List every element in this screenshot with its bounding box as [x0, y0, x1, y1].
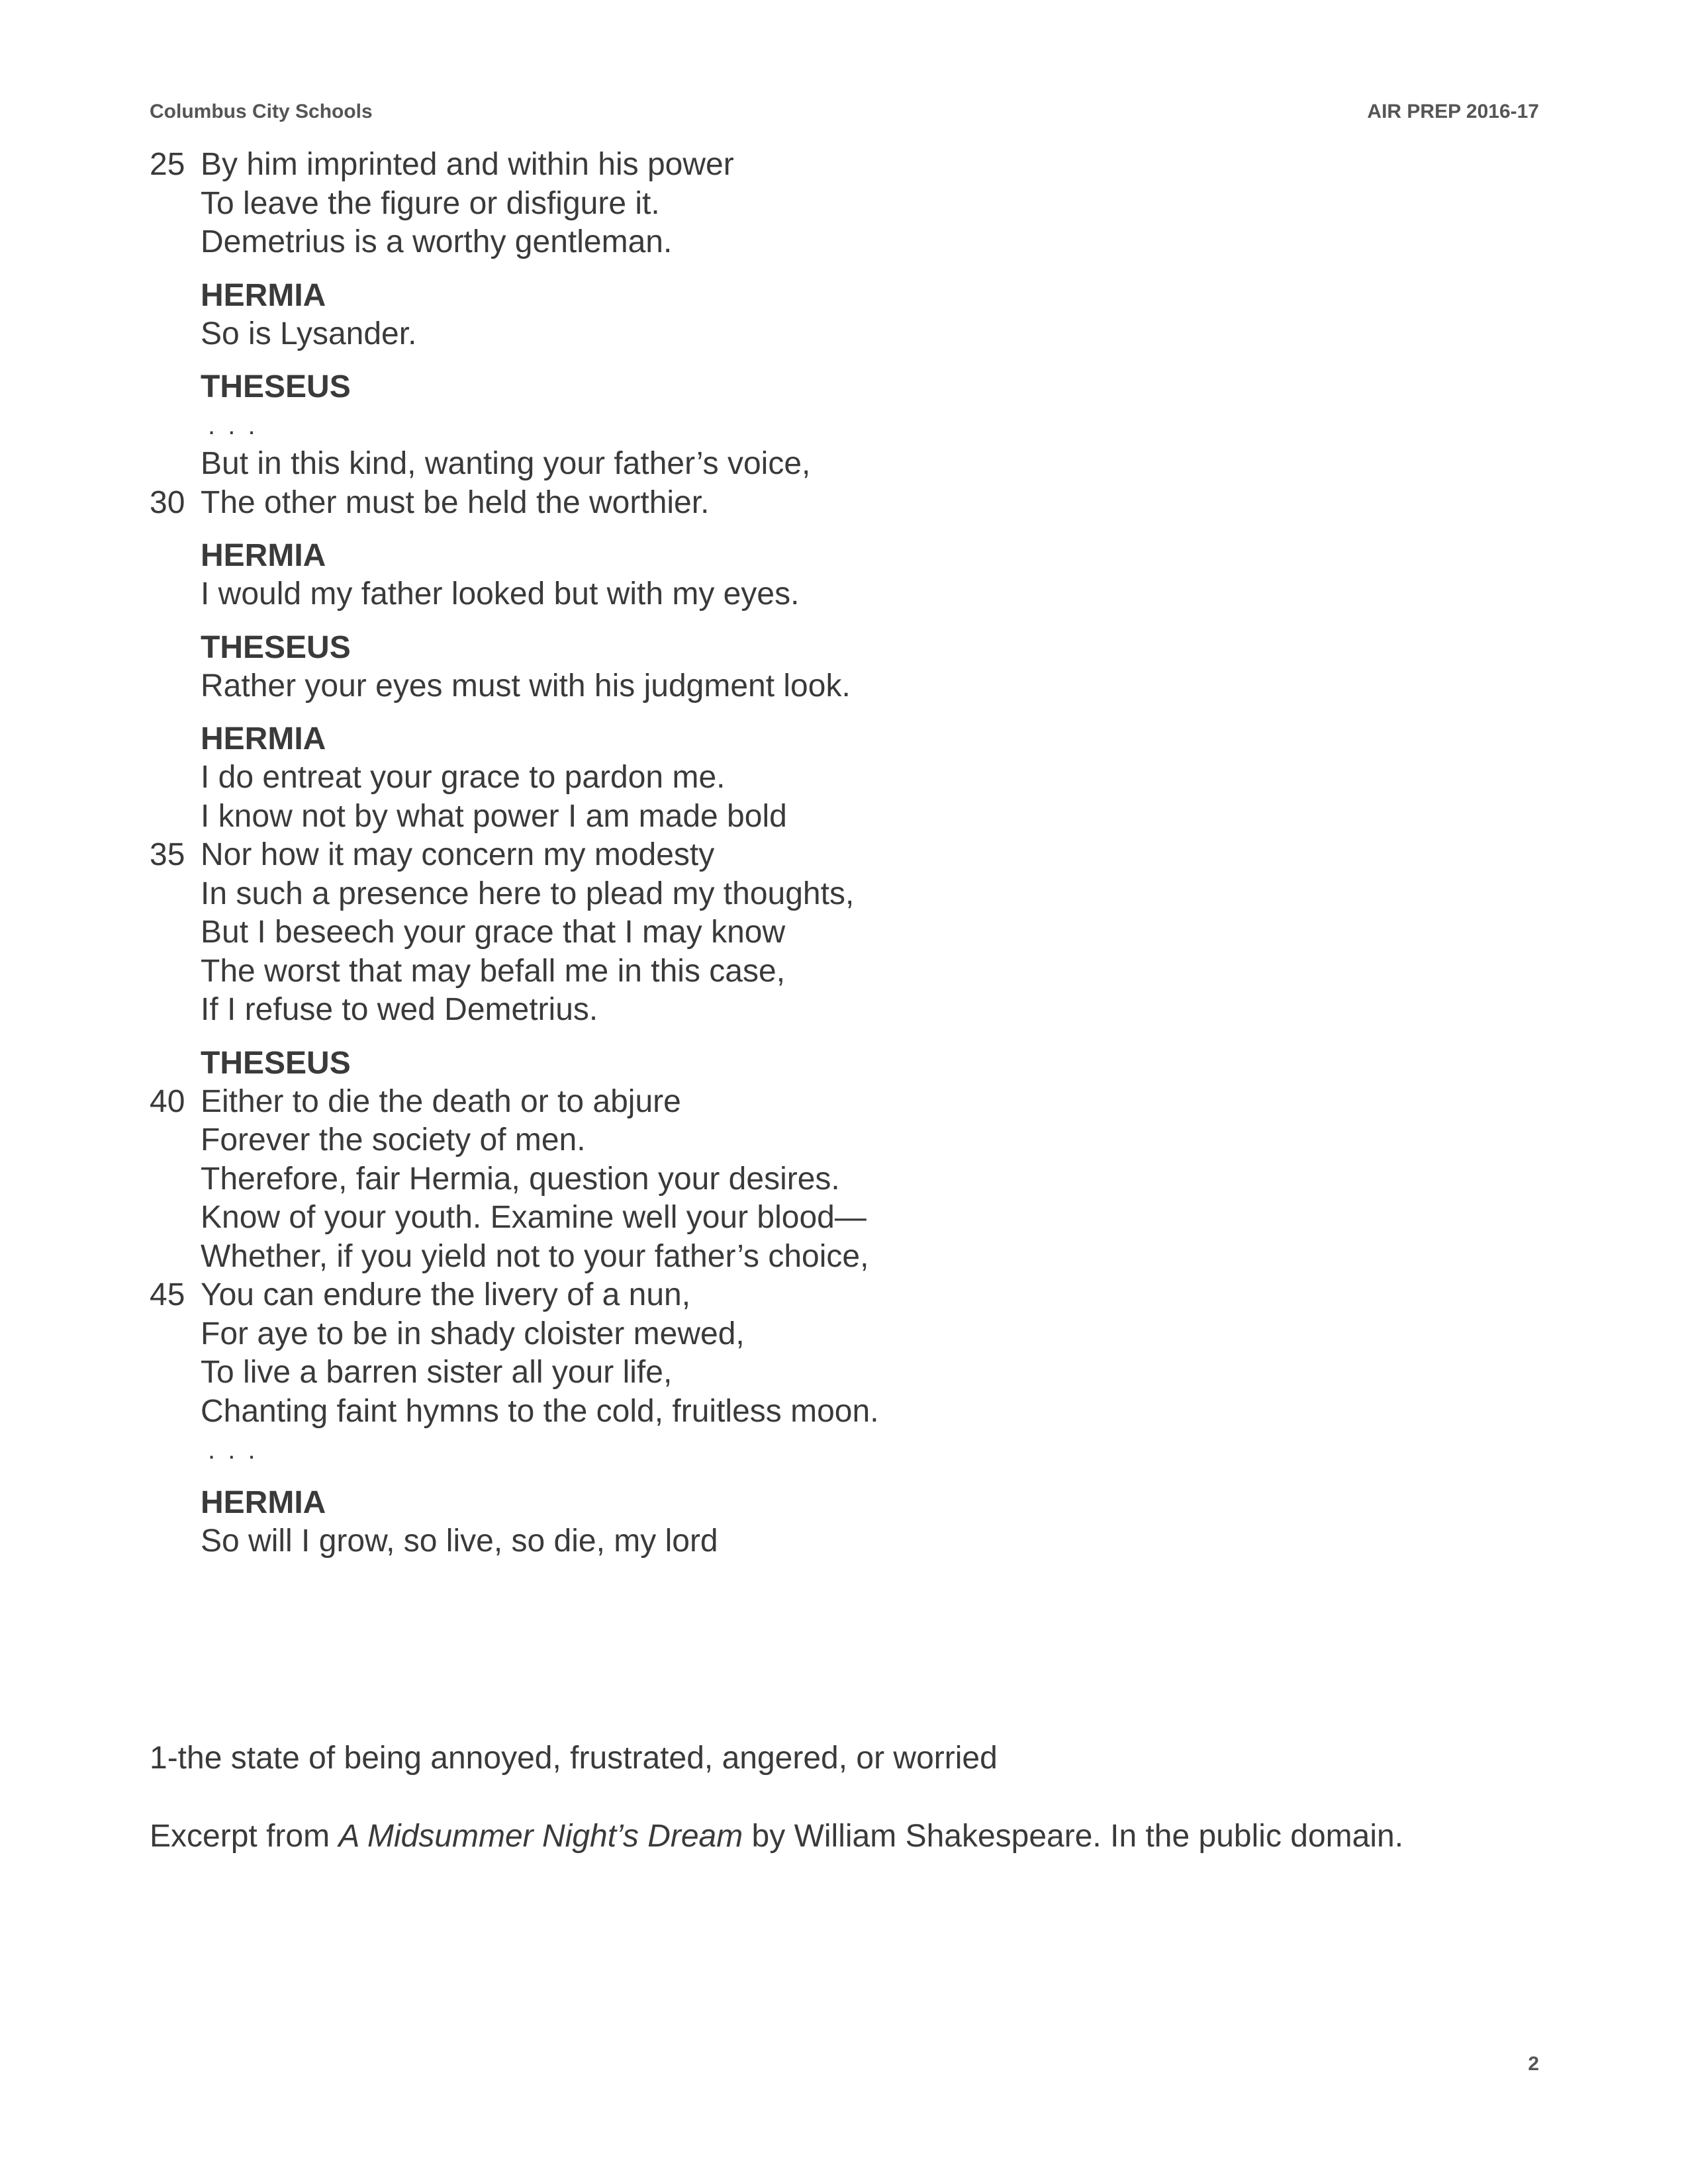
- verse-line: [150, 1160, 1540, 1199]
- verse-line: [150, 797, 1540, 837]
- verse-line: [150, 1353, 1540, 1392]
- line-text: You can endure the livery of a nun,: [201, 1277, 691, 1312]
- verse-line: [150, 1315, 1540, 1354]
- verse-line: [150, 875, 1540, 914]
- line-text: By him imprinted and within his power: [201, 147, 734, 182]
- speech-block: [150, 1044, 1540, 1470]
- speaker-name: HERMIA: [201, 721, 326, 756]
- line-number: 30: [150, 484, 185, 520]
- credit-title: A Midsummer Night’s Dream: [338, 1819, 743, 1854]
- line-text: Demetrius is a worthy gentleman.: [201, 224, 673, 259]
- speech-block: [150, 277, 1540, 354]
- verse-line: [150, 1238, 1540, 1277]
- verse-line: [150, 1522, 1540, 1561]
- line-text: Therefore, fair Hermia, question your desires.: [201, 1161, 840, 1197]
- verse-line: [150, 667, 1540, 706]
- line-text: In such a presence here to plead my thoughts,: [201, 876, 855, 911]
- speech-block: [150, 629, 1540, 706]
- play-excerpt: [150, 146, 1540, 1576]
- verse-line: [150, 445, 1540, 484]
- verse-line: [150, 836, 1540, 875]
- line-text: But I beseech your grace that I may know: [201, 915, 786, 950]
- verse-line: [150, 575, 1540, 614]
- speaker-name: HERMIA: [201, 1485, 326, 1520]
- verse-line: [150, 913, 1540, 952]
- line-text: Know of your youth. Examine well your blood—: [201, 1200, 867, 1235]
- line-text: Nor how it may concern my modesty: [201, 837, 715, 872]
- line-text: For aye to be in shady cloister mewed,: [201, 1316, 745, 1351]
- speech-block: [150, 368, 1540, 522]
- line-text: The other must be held the worthier.: [201, 484, 710, 520]
- verse-line: [150, 991, 1540, 1030]
- line-text: Rather your eyes must with his judgment look.: [201, 668, 851, 704]
- line-text: So is Lysander.: [201, 316, 417, 351]
- verse-line: [150, 1083, 1540, 1122]
- verse-line: [150, 223, 1540, 262]
- verse-line: [150, 952, 1540, 991]
- verse-line: [150, 1276, 1540, 1315]
- line-number: 35: [150, 837, 185, 872]
- line-number: 40: [150, 1083, 185, 1119]
- speaker-name: THESEUS: [201, 369, 351, 404]
- speaker-name: THESEUS: [201, 1045, 351, 1081]
- verse-line: [150, 484, 1540, 523]
- verse-line: [150, 758, 1540, 797]
- credit-prefix: Excerpt from: [150, 1819, 339, 1854]
- credit-suffix: by William Shakespeare. In the public domain.: [743, 1819, 1404, 1854]
- footnote: 1-the state of being annoyed, frustrated, angered, or worried: [150, 1741, 998, 1776]
- speech-block: [150, 537, 1540, 614]
- line-text: To live a barren sister all your life,: [201, 1355, 673, 1390]
- line-text: So will I grow, so live, so die, my lord: [201, 1524, 718, 1559]
- line-text: But in this kind, wanting your father’s voice,: [201, 446, 811, 481]
- speaker-name: THESEUS: [201, 629, 351, 665]
- ellipsis: . . .: [208, 1435, 258, 1465]
- line-text: Chanting faint hymns to the cold, fruitless moon.: [201, 1393, 879, 1429]
- speaker-name: HERMIA: [201, 538, 326, 573]
- line-text: Forever the society of men.: [201, 1122, 586, 1158]
- page-number: 2: [1528, 2053, 1539, 2075]
- speech-block: [150, 1484, 1540, 1561]
- line-text: I would my father looked but with my eyes.: [201, 576, 800, 612]
- line-text: Whether, if you yield not to your father’s choice,: [201, 1238, 869, 1274]
- verse-line: [150, 185, 1540, 224]
- line-text: If I refuse to wed Demetrius.: [201, 992, 598, 1027]
- ellipsis: . . .: [208, 411, 258, 440]
- line-text: I do entreat your grace to pardon me.: [201, 760, 726, 795]
- verse-line: [150, 315, 1540, 354]
- verse-line: [150, 1392, 1540, 1432]
- verse-line: [150, 146, 1540, 185]
- line-number: 25: [150, 147, 185, 182]
- line-text: I know not by what power I am made bold: [201, 798, 787, 834]
- speaker-name: HERMIA: [201, 277, 326, 313]
- speech-block: [150, 146, 1540, 262]
- verse-line: [150, 1121, 1540, 1160]
- line-number: 45: [150, 1277, 185, 1312]
- verse-line: [150, 1199, 1540, 1238]
- line-text: To leave the figure or disfigure it.: [201, 185, 660, 221]
- header-school-name: Columbus City Schools: [150, 101, 373, 122]
- source-credit: [150, 1817, 1403, 1856]
- line-text: The worst that may befall me in this case,: [201, 953, 786, 989]
- speech-block: [150, 720, 1540, 1030]
- line-text: Either to die the death or to abjure: [201, 1083, 681, 1119]
- header-test-name: AIR PREP 2016-17: [1367, 101, 1539, 122]
